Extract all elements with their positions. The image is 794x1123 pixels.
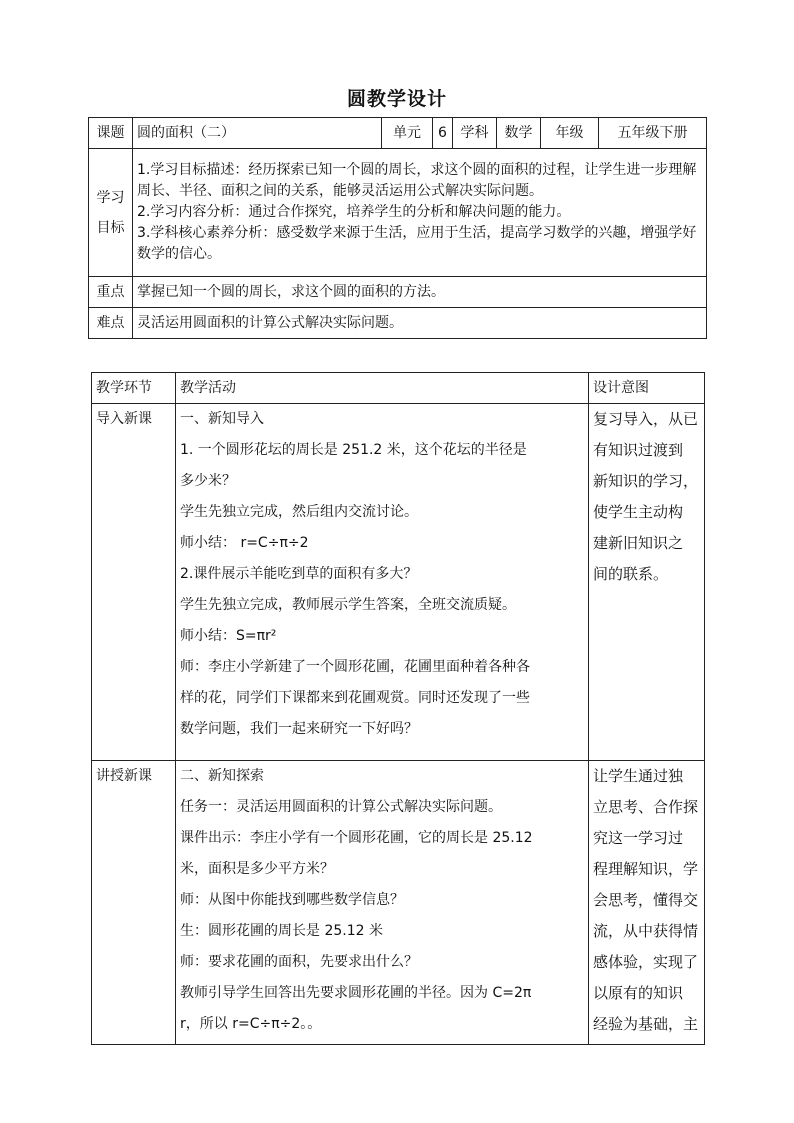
- topic-value: 圆的面积（二）: [133, 118, 382, 149]
- goal-item: 1.学习目标描述：经历探索已知一个圆的周长，求这个圆的面积的过程，让学生进一步理解周长、半径、面积之间的关系，能够灵活运用公式解决实际问题。: [137, 162, 697, 199]
- intent-cell: [589, 404, 705, 761]
- table-row: [92, 404, 705, 761]
- activity-cell: [176, 404, 589, 761]
- process-table: [91, 372, 705, 1045]
- goal-item: 2.学习内容分析：通过合作探究，培养学生的分析和解决问题的能力。: [137, 204, 571, 220]
- goals-content: [133, 149, 707, 277]
- activity-line: 样的花，同学们下课都来到花圃观赏。同时还发现了一些: [180, 690, 530, 706]
- unit-value: 6: [433, 118, 453, 149]
- subject-label: 学科: [453, 118, 497, 149]
- subject-value: 数学: [497, 118, 541, 149]
- activity-line: 师小结：S=πr²: [180, 628, 277, 644]
- key-value: 掌握已知一个圆的周长，求这个圆的面积的方法。: [133, 277, 707, 308]
- activity-line: 师：要求花圃的面积，先要求出什么？: [180, 954, 418, 970]
- unit-label: 单元: [382, 118, 433, 149]
- activity-line: 多少米？: [180, 473, 236, 489]
- document-title: 圆教学设计: [346, 88, 447, 110]
- intent-line: 有知识过渡到: [593, 441, 684, 459]
- stage-cell: 讲授新课: [92, 761, 176, 1045]
- header-intent: 设计意图: [589, 373, 705, 404]
- activity-line: 课件出示：李庄小学有一个圆形花圃，它的周长是 25.12: [180, 830, 533, 846]
- activity-line: 学生先独立完成，然后组内交流讨论。: [180, 504, 418, 520]
- activity-line: 2.课件展示羊能吃到草的面积有多大？: [180, 566, 418, 582]
- goals-label: [89, 149, 133, 277]
- intent-line: 间的联系。: [593, 565, 669, 583]
- intent-line: 会思考，懂得交: [593, 891, 699, 909]
- topic-label: 课题: [89, 118, 133, 149]
- intent-line: 经验为基础，主: [593, 1015, 699, 1033]
- intent-line: 程理解知识，学: [593, 860, 699, 878]
- intent-line: 以原有的知识: [593, 984, 684, 1002]
- activity-line: 教师引导学生回答出先要求圆形花圃的半径。因为 C=2π: [180, 985, 532, 1001]
- intent-line: 复习导入，从已: [593, 410, 699, 428]
- grade-value: 五年级下册: [599, 118, 707, 149]
- intent-line: 立思考、合作探: [593, 798, 699, 816]
- difficulty-value: 灵活运用圆面积的计算公式解决实际问题。: [133, 308, 707, 339]
- activity-line: 二、新知探索: [180, 768, 264, 784]
- activity-line: 学生先独立完成，教师展示学生答案，全班交流质疑。: [180, 597, 516, 613]
- goals-label-line: 目标: [96, 219, 125, 236]
- intent-line: 流，从中获得情: [593, 922, 699, 940]
- intent-line: 让学生通过独: [593, 767, 684, 785]
- activity-line: 1. 一个圆形花坛的周长是 251.2 米，这个花坛的半径是: [180, 442, 527, 458]
- key-label: 重点: [89, 277, 133, 308]
- stage-cell: 导入新课: [92, 404, 176, 761]
- table-row: [92, 761, 705, 1045]
- header-stage: 教学环节: [92, 373, 176, 404]
- activity-line: 数学问题，我们一起来研究一下好吗？: [180, 721, 418, 737]
- activity-line: 任务一：灵活运用圆面积的计算公式解决实际问题。: [180, 799, 502, 815]
- activity-cell: [176, 761, 589, 1045]
- activity-line: 师：李庄小学新建了一个圆形花圃，花圃里面种着各种各: [180, 659, 530, 675]
- grade-label: 年级: [541, 118, 599, 149]
- activity-line: 一、新知导入: [180, 411, 264, 427]
- activity-line: 师小结： r=C÷π÷2: [180, 535, 309, 551]
- intent-line: 建新旧知识之: [593, 534, 684, 552]
- intent-line: 感体验，实现了: [593, 953, 699, 971]
- activity-line: r，所以 r=C÷π÷2。。: [180, 1016, 322, 1032]
- intent-cell: [589, 761, 705, 1045]
- header-activity: 教学活动: [176, 373, 589, 404]
- activity-line: 生：圆形花圃的周长是 25.12 米: [180, 923, 383, 939]
- info-table: [88, 117, 707, 339]
- intent-line: 新知识的学习，: [593, 472, 699, 490]
- activity-line: 米，面积是多少平方米？: [180, 861, 334, 877]
- difficulty-label: 难点: [89, 308, 133, 339]
- activity-line: 师：从图中你能找到哪些数学信息？: [180, 892, 404, 908]
- goal-item: 3.学科核心素养分析：感受数学来源于生活，应用于生活，提高学习数学的兴趣，增强学好数学的信心。: [137, 225, 697, 262]
- intent-line: 使学生主动构: [593, 503, 684, 521]
- intent-line: 究这一学习过: [593, 829, 684, 847]
- goals-label-line: 学习: [96, 189, 125, 206]
